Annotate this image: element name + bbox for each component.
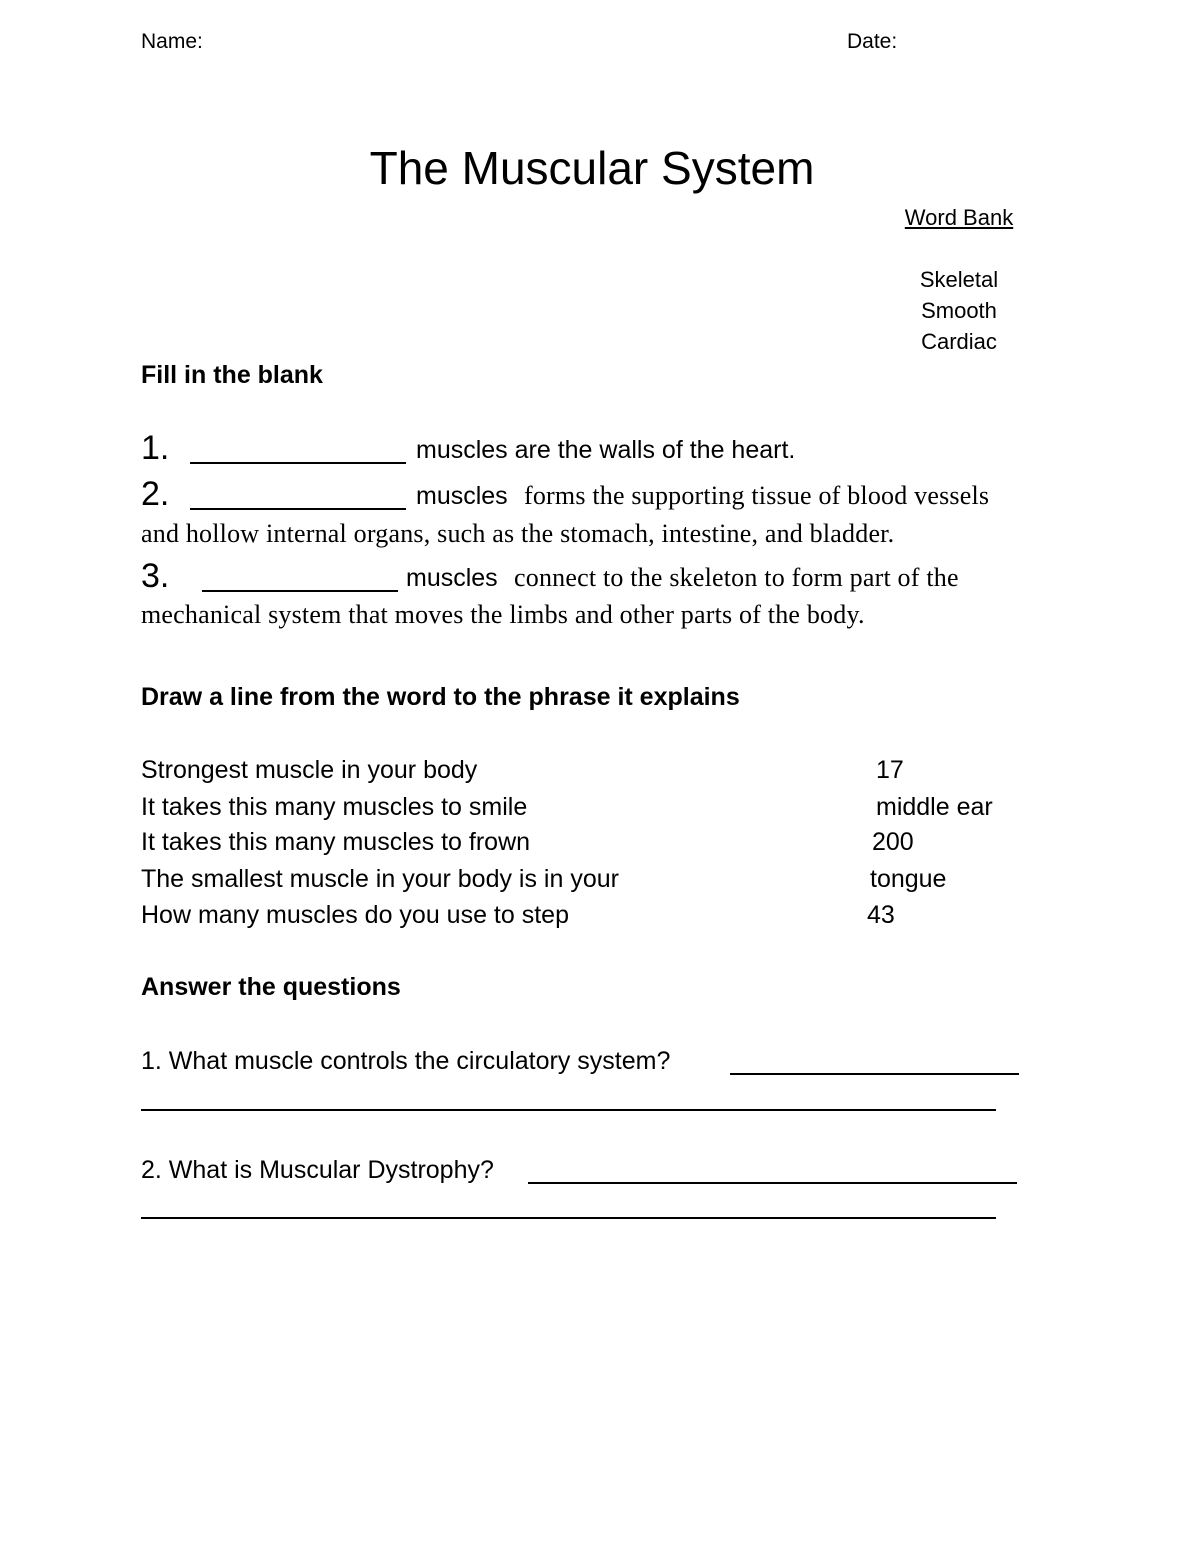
date-label: Date:: [847, 30, 898, 53]
questions-heading: Answer the questions: [141, 973, 401, 1001]
answer-line[interactable]: [528, 1182, 1017, 1184]
question-text: 2. What is Muscular Dystrophy?: [141, 1156, 494, 1184]
fill-blank-text-continued: mechanical system that moves the limbs and other parts of the body.: [141, 600, 865, 629]
matching-answer: middle ear: [876, 793, 993, 821]
matching-answer: 43: [867, 901, 895, 929]
fill-blank-text: muscles are the walls of the heart.: [416, 436, 796, 464]
name-label: Name:: [141, 30, 203, 53]
word-bank-item: Cardiac: [921, 329, 997, 354]
fill-blank-number: 3.: [141, 557, 170, 595]
fill-blank-text-continued: and hollow internal organs, such as the stomach, intestine, and bladder.: [141, 519, 895, 548]
matching-phrase: It takes this many muscles to frown: [141, 828, 531, 856]
fill-blank-keyword: muscles: [416, 482, 508, 510]
word-bank-item: Smooth: [921, 298, 997, 323]
matching-answer: tongue: [870, 865, 947, 893]
question-text: 1. What muscle controls the circulatory system?: [141, 1047, 671, 1075]
matching-phrase: How many muscles do you use to step: [141, 901, 569, 929]
answer-line[interactable]: [730, 1073, 1019, 1075]
fill-blank-line[interactable]: [202, 590, 398, 592]
fill-blank-heading: Fill in the blank: [141, 361, 323, 389]
fill-blank-text: forms the supporting tissue of blood vessels: [524, 481, 990, 510]
fill-blank-line[interactable]: [190, 508, 406, 510]
matching-phrase: The smallest muscle in your body is in your: [141, 865, 619, 893]
matching-phrase: Strongest muscle in your body: [141, 756, 478, 784]
page-title: The Muscular System: [369, 142, 815, 194]
matching-answer: 200: [872, 828, 914, 856]
matching-heading: Draw a line from the word to the phrase it explains: [141, 683, 740, 711]
fill-blank-line[interactable]: [190, 462, 406, 464]
fill-blank-keyword: muscles: [406, 564, 498, 592]
word-bank-title: Word Bank: [904, 205, 1014, 230]
fill-blank-number: 2.: [141, 475, 170, 513]
answer-line[interactable]: [141, 1109, 996, 1111]
matching-answer: 17: [876, 756, 904, 784]
word-bank-item: Skeletal: [919, 267, 999, 292]
answer-line[interactable]: [141, 1217, 996, 1219]
fill-blank-number: 1.: [141, 429, 170, 467]
matching-phrase: It takes this many muscles to smile: [141, 793, 528, 821]
fill-blank-text: connect to the skeleton to form part of the: [514, 563, 959, 592]
